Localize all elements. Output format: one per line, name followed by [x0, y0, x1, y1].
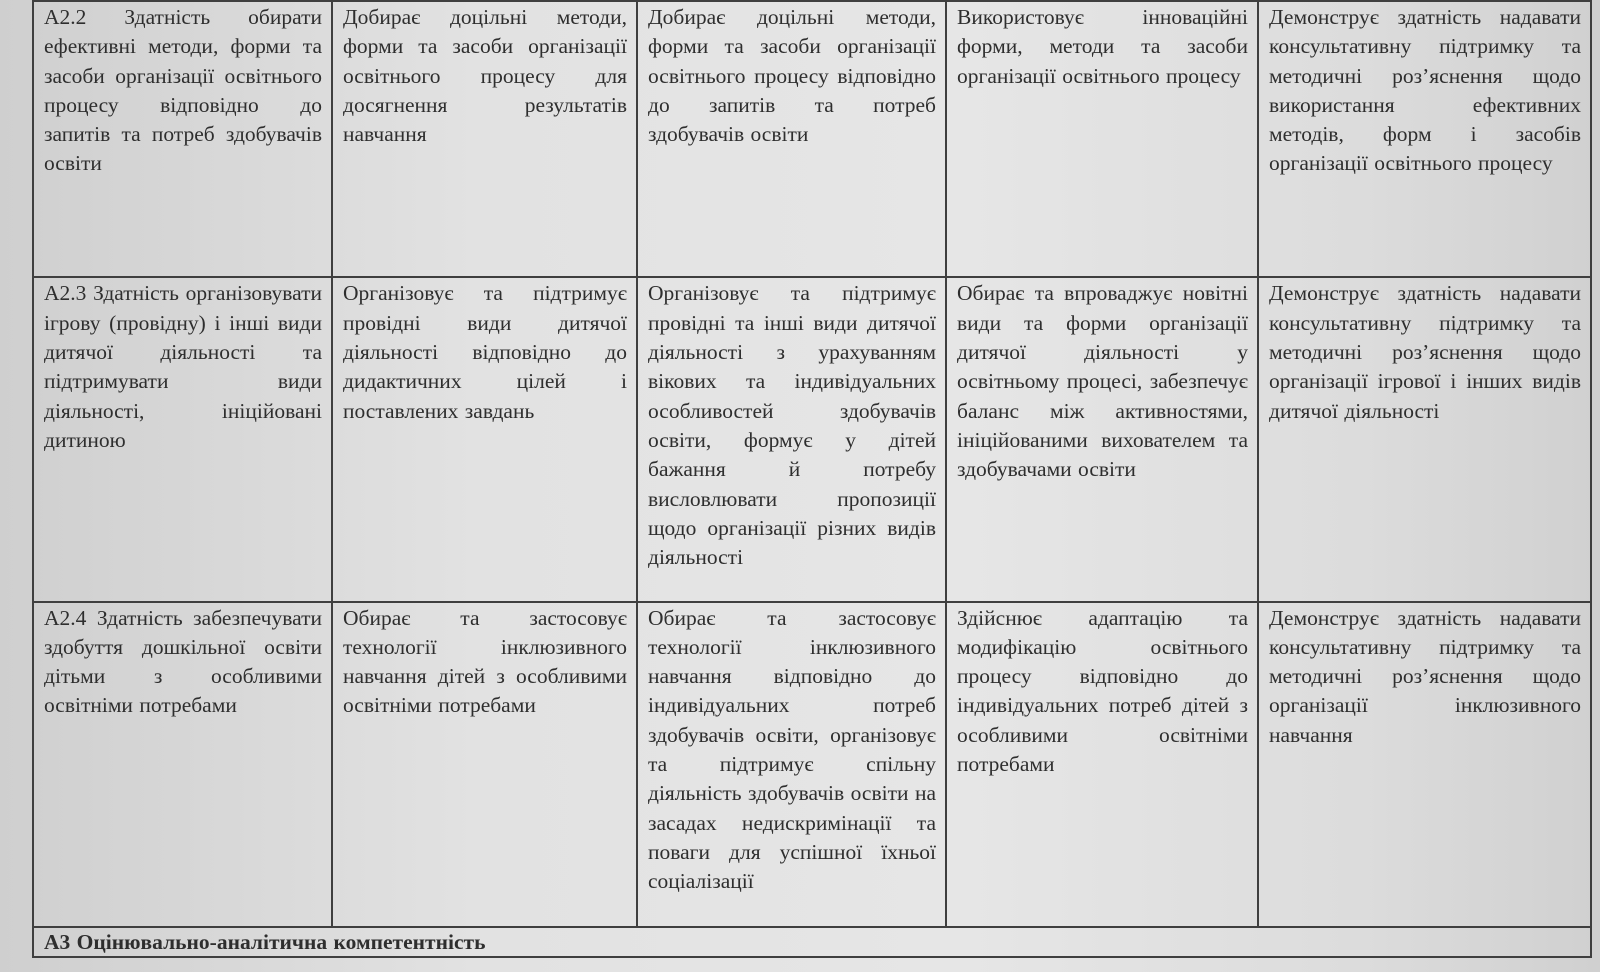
cell-text: А2.2 Здатність обирати ефективні методи, форми та засоби організації освітнього процесу відповідно до запитів та потреб здобувачів освіти — [44, 5, 322, 176]
cell-text: Обирає та застосовує технології інклюзивного навчання дітей з особливими освітніми потребами — [343, 605, 627, 718]
table-cell-level-3 — [946, 602, 1258, 927]
section-heading: А3 Оцінювально-аналітична компетентність — [33, 927, 1591, 957]
table-cell-level-2 — [637, 1, 946, 277]
table-cell-level-4 — [1258, 602, 1591, 927]
table-row — [33, 277, 1591, 601]
table-cell-level-1 — [332, 1, 637, 277]
table-cell-level-4 — [1258, 1, 1591, 277]
table-cell-competency — [33, 1, 332, 277]
competency-table-sheet — [32, 0, 1590, 958]
table-cell-level-3 — [946, 1, 1258, 277]
cell-text: Здійснює адаптацію та модифікацію освітнього процесу відповідно до індивідуальних потреб дітей з особливими освітніми потребами — [957, 605, 1248, 777]
cell-text: А2.3 Здатність організовувати ігрову (провідну) і інші види дитячої діяльності та підтримувати види діяльності, ініційовані дитиною — [44, 281, 322, 452]
cell-text: Демонструє здатність надавати консультативну підтримку та методичні роз’яснення щодо використання ефективних методів, форм і засобів організації освітнього процесу — [1269, 5, 1581, 176]
table-row — [33, 1, 1591, 277]
table-cell-competency — [33, 602, 332, 927]
cell-text: А2.4 Здатність забезпечувати здобуття дошкільної освіти дітьми з особливими освітніми потребами — [44, 605, 322, 718]
table-cell-level-2 — [637, 277, 946, 601]
cell-text: Обирає та застосовує технології інклюзивного навчання відповідно до індивідуальних потреб здобувачів освіти, організовує та підтримує спільну діяльність здобувачів освіти на засадах недискримінації та поваги для успішної їхньої соціалізації — [648, 605, 936, 894]
table-row — [33, 602, 1591, 927]
table-cell-level-1 — [332, 602, 637, 927]
cell-text: Добирає доцільні методи, форми та засоби організації освітнього процесу відповідно до запитів та потреб здобувачів освіти — [648, 5, 936, 147]
cell-text: Організовує та підтримує провідні види дитячої діяльності відповідно до дидактичних цілей і поставлених завдань — [343, 281, 627, 423]
competency-table — [32, 0, 1592, 958]
table-cell-level-3 — [946, 277, 1258, 601]
cell-text: Добирає доцільні методи, форми та засоби організації освітнього процесу для досягнення результатів навчання — [343, 5, 627, 147]
cell-text: Організовує та підтримує провідні та інші види дитячої діяльності з урахуванням вікових та індивідуальних особливостей здобувачів освіти, формує у дітей бажання й потребу висловлювати пропозиції щодо організації різних видів діяльності — [648, 281, 936, 570]
table-cell-level-4 — [1258, 277, 1591, 601]
cell-text: Використовує інноваційні форми, методи та засоби організації освітнього процесу — [957, 5, 1248, 88]
cell-text: Демонструє здатність надавати консультативну підтримку та методичні роз’яснення щодо організації інклюзивного навчання — [1269, 605, 1581, 747]
table-cell-competency — [33, 277, 332, 601]
table-cell-level-2 — [637, 602, 946, 927]
cell-text: Демонструє здатність надавати консультативну підтримку та методичні роз’яснення щодо організації ігрової і інших видів дитячої діяльності — [1269, 281, 1581, 423]
cell-text: Обирає та впроваджує новітні види та форми організації дитячої діяльності у освітньому процесі, забезпечує баланс між активностями, ініційованими вихователем та здобувачами освіти — [957, 281, 1248, 482]
table-cell-level-1 — [332, 277, 637, 601]
section-heading-row — [33, 927, 1591, 957]
